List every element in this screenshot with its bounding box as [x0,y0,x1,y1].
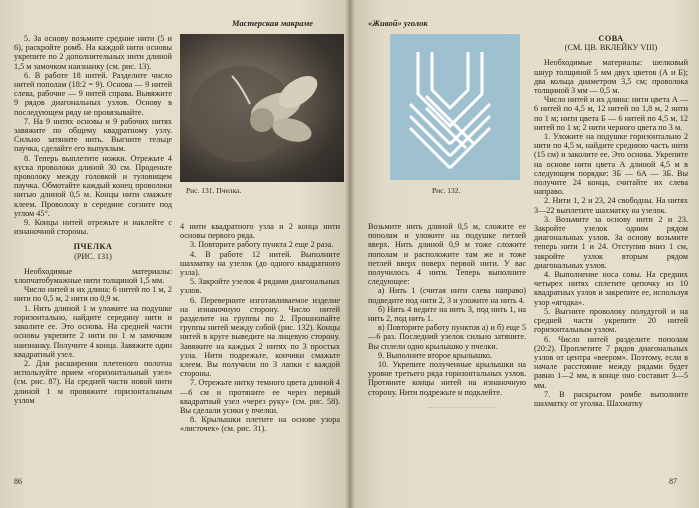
paragraph: а) Нить 1 (считая нити слева направо) подведите под нити 2, 3 и уложите на нить 4. [368,286,526,305]
running-head-left: Мастерская макраме [232,18,314,28]
paragraph: 8. Теперь выплетите ножки. Отрежьте 4 куска проволоки длиной 30 см. Проденьте проволоку между головкой и туловищем паучка. Обмотайте каждый конец проволоки нитью длиной 0,5 м. Концы нити смажьте клеем. Проволоку в середине согните под углом 45°. [14,153,172,218]
right-column-2 [534,34,688,408]
paragraph: 1. Нить длиной 1 м уложите на подушке горизонтально, найдите середину нити и заколите ее. Это основа. На средней части основы укрепите 2 нити по 1 м замочком наизнанку. Получите 4 конца. Завяжите один квадратный узел. [14,303,172,359]
figure-132-caption: Рис. 132. [432,186,461,195]
section-color-plate-ref: (СМ. ЦВ. ВКЛЕЙКУ VIII) [564,43,658,53]
weaving-diagram-image [390,34,520,180]
paragraph: в) Повторите работу пунктов а) и б) еще 5—6 раз. Последний узелок сильно затяните. Вы сплели одно крылышко у пчелки. [368,323,526,351]
paragraph: Число нитей и их длина: 6 нитей по 1 м, 2 нити по 0,5 м, 2 нити по 0,9 м. [14,285,172,304]
paragraph: 10. Укрепите полученные крылышки на уровне третьего ряда горизонтальных узлов. Протяните концы нитей на изнаночную сторону. Нити подрежьте и подклейте. [368,360,526,397]
paragraph: 8. Крылышки плетите на основе узора «листочек» (см. рис. 31). [180,415,340,434]
paragraph: 4. В работе 12 нитей. Выполните шахматку на узелок (до одного квадратного узла). [180,249,340,278]
figure-131-caption: Рис. 131. Пчелка. [186,186,242,195]
paragraph: Необходимые материалы: шелковый шнур толщиной 5 мм двух цветов (А и Б); два кольца диаметром 3,5 см; проволока толщиной 3 мм — 0,5 м. [534,58,688,96]
left-column-2 [180,222,340,434]
paragraph: 7. На 9 нитях основы и 9 рабочих нитях завяжите по общему квадратному узлу. Сильно затяните нить. Выгните тельце паучка, сделайте его выпуклым. [14,116,172,154]
paragraph: 4. Выполнение носа совы. На средних четырех нитях сплетите цепочку из 10 квадратных узлов и закрепите ее, используя узор «ягодка». [534,270,688,307]
paragraph: 2. Нити 1, 2 и 23, 24 свободны. На нитях 3—22 выплетите шахматку на узелок. [534,196,688,215]
left-column-1 [14,34,172,405]
section-figure-ref: (РИС. 131) [74,251,112,261]
paragraph: 7. В раскрытом ромбе выполните шахматку от уголка. Шахматку [534,389,688,408]
paragraph: 7. Отрежьте нитку темного цвета длиной 4—6 см и протяните ее через первый квадратный узел «через руку» (см. рис. 58). Вы сделали усики у пчелки. [180,378,340,416]
paragraph: Необходимые материалы: хлопчатобумажные нити толщиной 1,5 мм. [14,266,172,286]
paragraph: б) Нить 4 ведите на нить 3, под нить 1, на нить 2, под нить 1. [368,304,526,324]
paragraph: Возьмите нить длиной 0,5 м, сложите ее пополам и уложите на подушке петлей вверх. Нить длиной 0,9 м тоже сложите пополам и расположите там же и тоже петлей вверх поверх первой нити. У вас получилось 4 нити. Теперь выполните следующее: [368,222,526,287]
paragraph: 6. Число нитей разделите пополам (20:2). Проплетите 7 рядов диагональных узлов от центра «веером». Поэтому, если в начале расстояние между рядами будет равно 1—2 мм, в конце оно составит 3—5 мм. [534,334,688,390]
paragraph: 3. Возьмите за основу нити 2 и 23. Закройте узелок одним рядом диагональных узлов. За основу возьмите теперь нити 1 и 24. Отступив вниз 1 см, закройте узлок вторым рядом диагональных узлов. [534,214,688,270]
right-page [350,0,699,508]
section-heading-sova: СОВА [598,34,624,43]
weaving-diagram-figure-132 [390,34,520,180]
paragraph: 4 нити квадратного узла и 2 конца нити основы первого ряда. [180,222,340,241]
paragraph: Число нитей и их длина: нити цвета А — 6 нитей по 4,5 м, 12 нитей по 1,8 м, 2 нити по 1 м; нити цвета Б — 6 нитей по 4,5 м, 12 нитей по 1 м; 2 нити черного цвета по 3 м. [534,95,688,132]
book-gutter [345,0,355,508]
divider [428,407,498,408]
running-head-right: «Живой» уголок [368,18,428,28]
paragraph: 5. Выгните проволоку полудугой и на средней части укрепите 20 нитей горизонтальным узлом. [534,306,688,335]
paragraph: 9. Выполните второе крылышко. [378,350,492,360]
paragraph: 5. Закройте узелок 4 рядами диагональных узлов. [180,277,340,296]
bee-photo-figure-131 [180,34,344,182]
paragraph: 6. В работе 18 нитей. Разделите число нитей пополам (18:2 = 9). Основа — 9 нитей слева, рабочие — 9 нитей справа. Вывяжите 9 рядов диагональных узлов. Основу в последующем ряду не провязывайте. [14,70,172,117]
paragraph: 1. Уложите на подушке горизонтально 2 нити по 4,5 м, найдите среднюю часть нити (15 см) и заколите ее. Это основа. Укрепите на основе нити цвета А длиной 4,5 м в следующем порядке: 3Б — 6А — 3Б. Вы получите 24 конца, считайте их слева направо. [534,132,688,197]
section-heading-pchelka: ПЧЕЛКА [73,242,113,252]
paragraph: 3. Повторите работу пункта 2 еще 2 раза. [190,240,334,250]
right-column-1 [368,222,526,408]
bee-photo-image [180,34,344,182]
paragraph: 2. Для расширения плетеного полотна используйте прием «горизонтальный узел» (см. рис. 87). На средней части новой нити длиной 1 м провяжите горизонтальным узлом [14,358,172,405]
paragraph: 9. Концы нитей отрежьте и наклейте с изнаночной стороны. [14,218,172,237]
paragraph: 6. Переверните изготавливаемое изделие на изнаночную сторону. Число нитей разделите на группы по 2. Прошнопайте группы нитей между собой (рис. 132). Концы нитей в круге выведите на лицевую сторону. Завяжите на каждых 2 нитях по 3 простых узла. Нити подрежьте, кончики смажьте клеем. Вы получили по 3 лапки с каждой стороны. [180,295,340,379]
paragraph: 5. За основу возьмите средние нити (5 и 6), раскройте ромб. На каждой нити основы укрепите по 2 дополнительных нити длиной 1,5 м замочком наизнанку (см. рис. 13). [14,34,172,71]
page-number-right: 87 [669,477,677,486]
page-number-left: 86 [14,477,22,486]
